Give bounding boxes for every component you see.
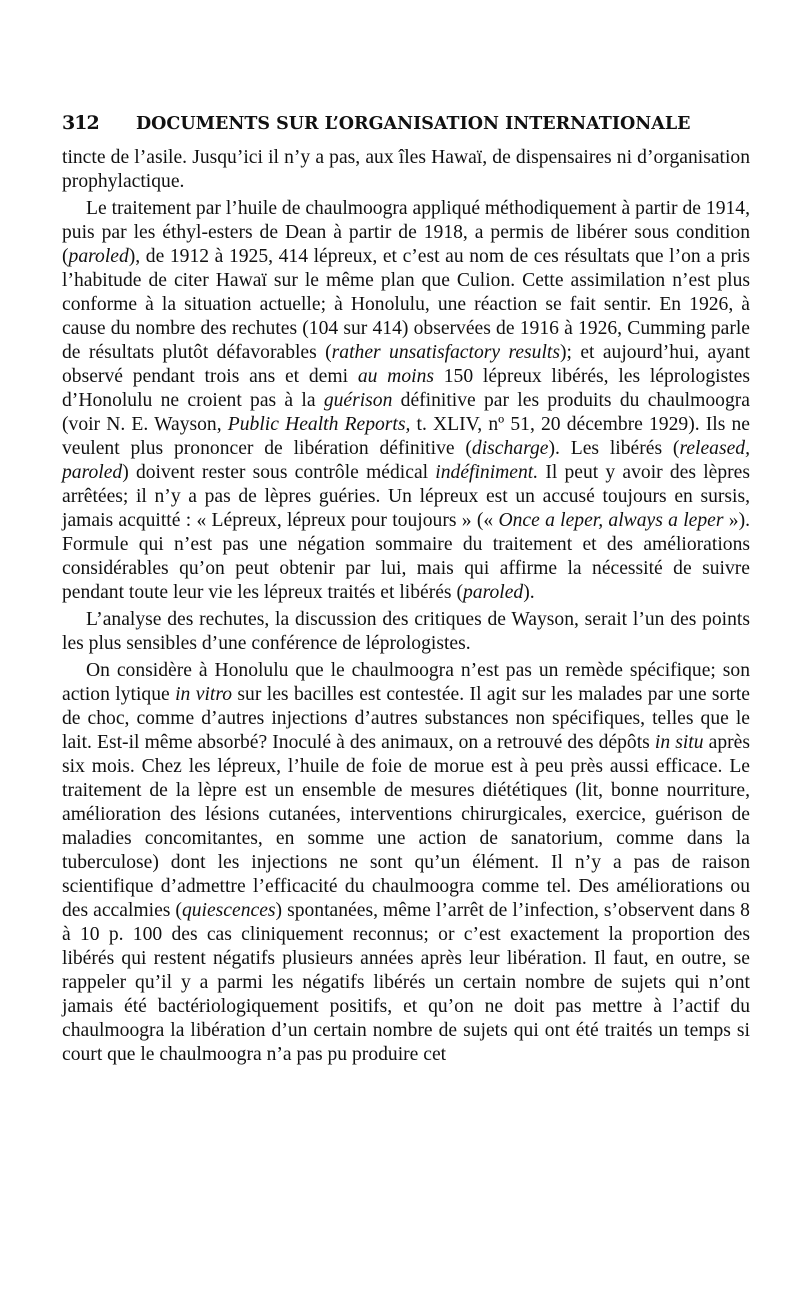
document-page xyxy=(62,112,750,1070)
italic-run: indéfiniment. xyxy=(435,462,539,483)
text-run: »). Formule qui n’est pas une négation sommaire du traitement et des améliorations considérables qu’on peut obtenir par lui, mais qui affirme la nécessité de suivre pendant toute leur vie les lépreux traités et libérés ( xyxy=(62,510,751,603)
paragraph-2 xyxy=(62,197,750,605)
text-run: après six mois. Chez les lépreux, l’huile de foie de morue est à peu près aussi efficace. Le traitement de la lèpre est un ensemble de mesures diététiques (lit, bonne nourriture, amélioration des lésions cutanées, interventions chirurgicales, exercice, guérison de maladies concomitantes, en somme une action de sanatorium, comme dans la tuberculose) dont les injections ne sont qu’un élément. Il n’y a pas de raison scientifique d’admettre l’efficacité du chaulmoogra comme tel. Des améliorations ou des accalmies ( xyxy=(62,732,750,921)
running-title: DOCUMENTS SUR L’ORGANISATION INTERNATIONALE xyxy=(136,114,691,134)
text-run: ) doivent rester sous contrôle médical xyxy=(122,462,436,483)
text-run: définitive par les produits du chaulmoogra (voir N. E. Wayson, xyxy=(62,390,750,435)
text-run: sur les bacilles est contestée. Il agit sur les malades par une sorte de choc, comme d’autres injections d’autres substances non spécifiques, telles que le lait. Est-il même absorbé? Inoculé à des animaux, on a retrouvé des dépôts xyxy=(62,684,751,753)
paragraph-3-text: L’analyse des rechutes, la discussion des critiques de Wayson, serait l’un des points les plus sensibles d’une conférence de léprologistes. xyxy=(62,609,750,654)
body-text xyxy=(62,146,750,1067)
italic-run: paroled xyxy=(68,246,129,267)
text-run: Le traitement par l’huile de chaulmoogra appliqué méthodiquement à partir de 1914, puis par les éthyl-esters de Dean à partir de 1918, a permis de libérer sous condition ( xyxy=(62,198,750,267)
text-run: ) spontanées, même l’arrêt de l’infection, s’observent dans 8 à 10 p. 100 des cas cliniquement reconnus; or c’est exactement la proportion des libérés qui restent négatifs plusieurs années après leur libération. Il faut, en outre, se rappeler qu’il y a parmi les négatifs libérés un certain nombre de sujets qui n’ont jamais été bactériologiquement positifs, et qu’on ne doit pas mettre à l’actif du chaulmoogra la libération d’un certain nombre de sujets qui ont été traités un temps si court que le chaulmoogra n’a pas pu produire cet xyxy=(62,900,750,1065)
italic-run: paroled xyxy=(462,582,524,603)
italic-run: Once a leper, always a leper xyxy=(498,510,724,531)
text-run: ). Les libérés ( xyxy=(548,438,680,459)
italic-run: in vitro xyxy=(175,684,233,705)
text-run: 150 lépreux libérés, les léprologistes d’Honolulu ne croient pas à la xyxy=(62,366,750,411)
italic-run: guérison xyxy=(323,390,393,411)
paragraph-4 xyxy=(62,659,750,1067)
text-run: ). xyxy=(523,582,535,603)
paragraph-1-text: tincte de l’asile. Jusqu’ici il n’y a pas, aux îles Hawaï, de dispensaires ni d’organisation prophylactique. xyxy=(62,147,750,192)
text-run: ); et aujourd’hui, ayant observé pendant trois ans et demi xyxy=(62,342,750,387)
italic-run: discharge xyxy=(471,438,549,459)
text-run: On considère à Honolulu que le chaulmoogra n’est pas un remède spécifique; son action lytique xyxy=(62,660,750,705)
text-run: ), de 1912 à 1925, 414 lépreux, et c’est au nom de ces résultats que l’on a pris l’habitude de citer Hawaï sur le même plan que Culion. Cette assimilation n’est plus conforme à la situation actuelle; à Honolulu, une réaction se fait sentir. En 1926, à cause du nombre des rechutes (104 sur 414) observées de 1916 à 1926, Cumming parle de résultats plutôt défavorables ( xyxy=(62,246,750,363)
italic-run: quiescences xyxy=(181,900,276,921)
page-header xyxy=(62,112,750,134)
italic-run: au moins xyxy=(357,366,434,387)
italic-run: Public Health Reports, xyxy=(227,414,411,435)
italic-run: released, paroled xyxy=(62,438,750,483)
italic-run: rather unsatisfactory results xyxy=(331,342,560,363)
text-run: t. XLIV, nº 51, 20 décembre 1929). Ils ne veulent plus prononcer de libération définitive ( xyxy=(62,414,750,459)
paragraph-1 xyxy=(62,146,750,194)
paragraph-3 xyxy=(62,608,750,656)
italic-run: in situ xyxy=(654,732,704,753)
page-number: 312 xyxy=(62,112,99,134)
text-run: Il peut y avoir des lèpres arrêtées; il n’y a pas de lèpres guéries. Un lépreux est un accusé toujours en sursis, jamais acquitté : « Lépreux, lépreux pour toujours » (« xyxy=(62,462,750,531)
